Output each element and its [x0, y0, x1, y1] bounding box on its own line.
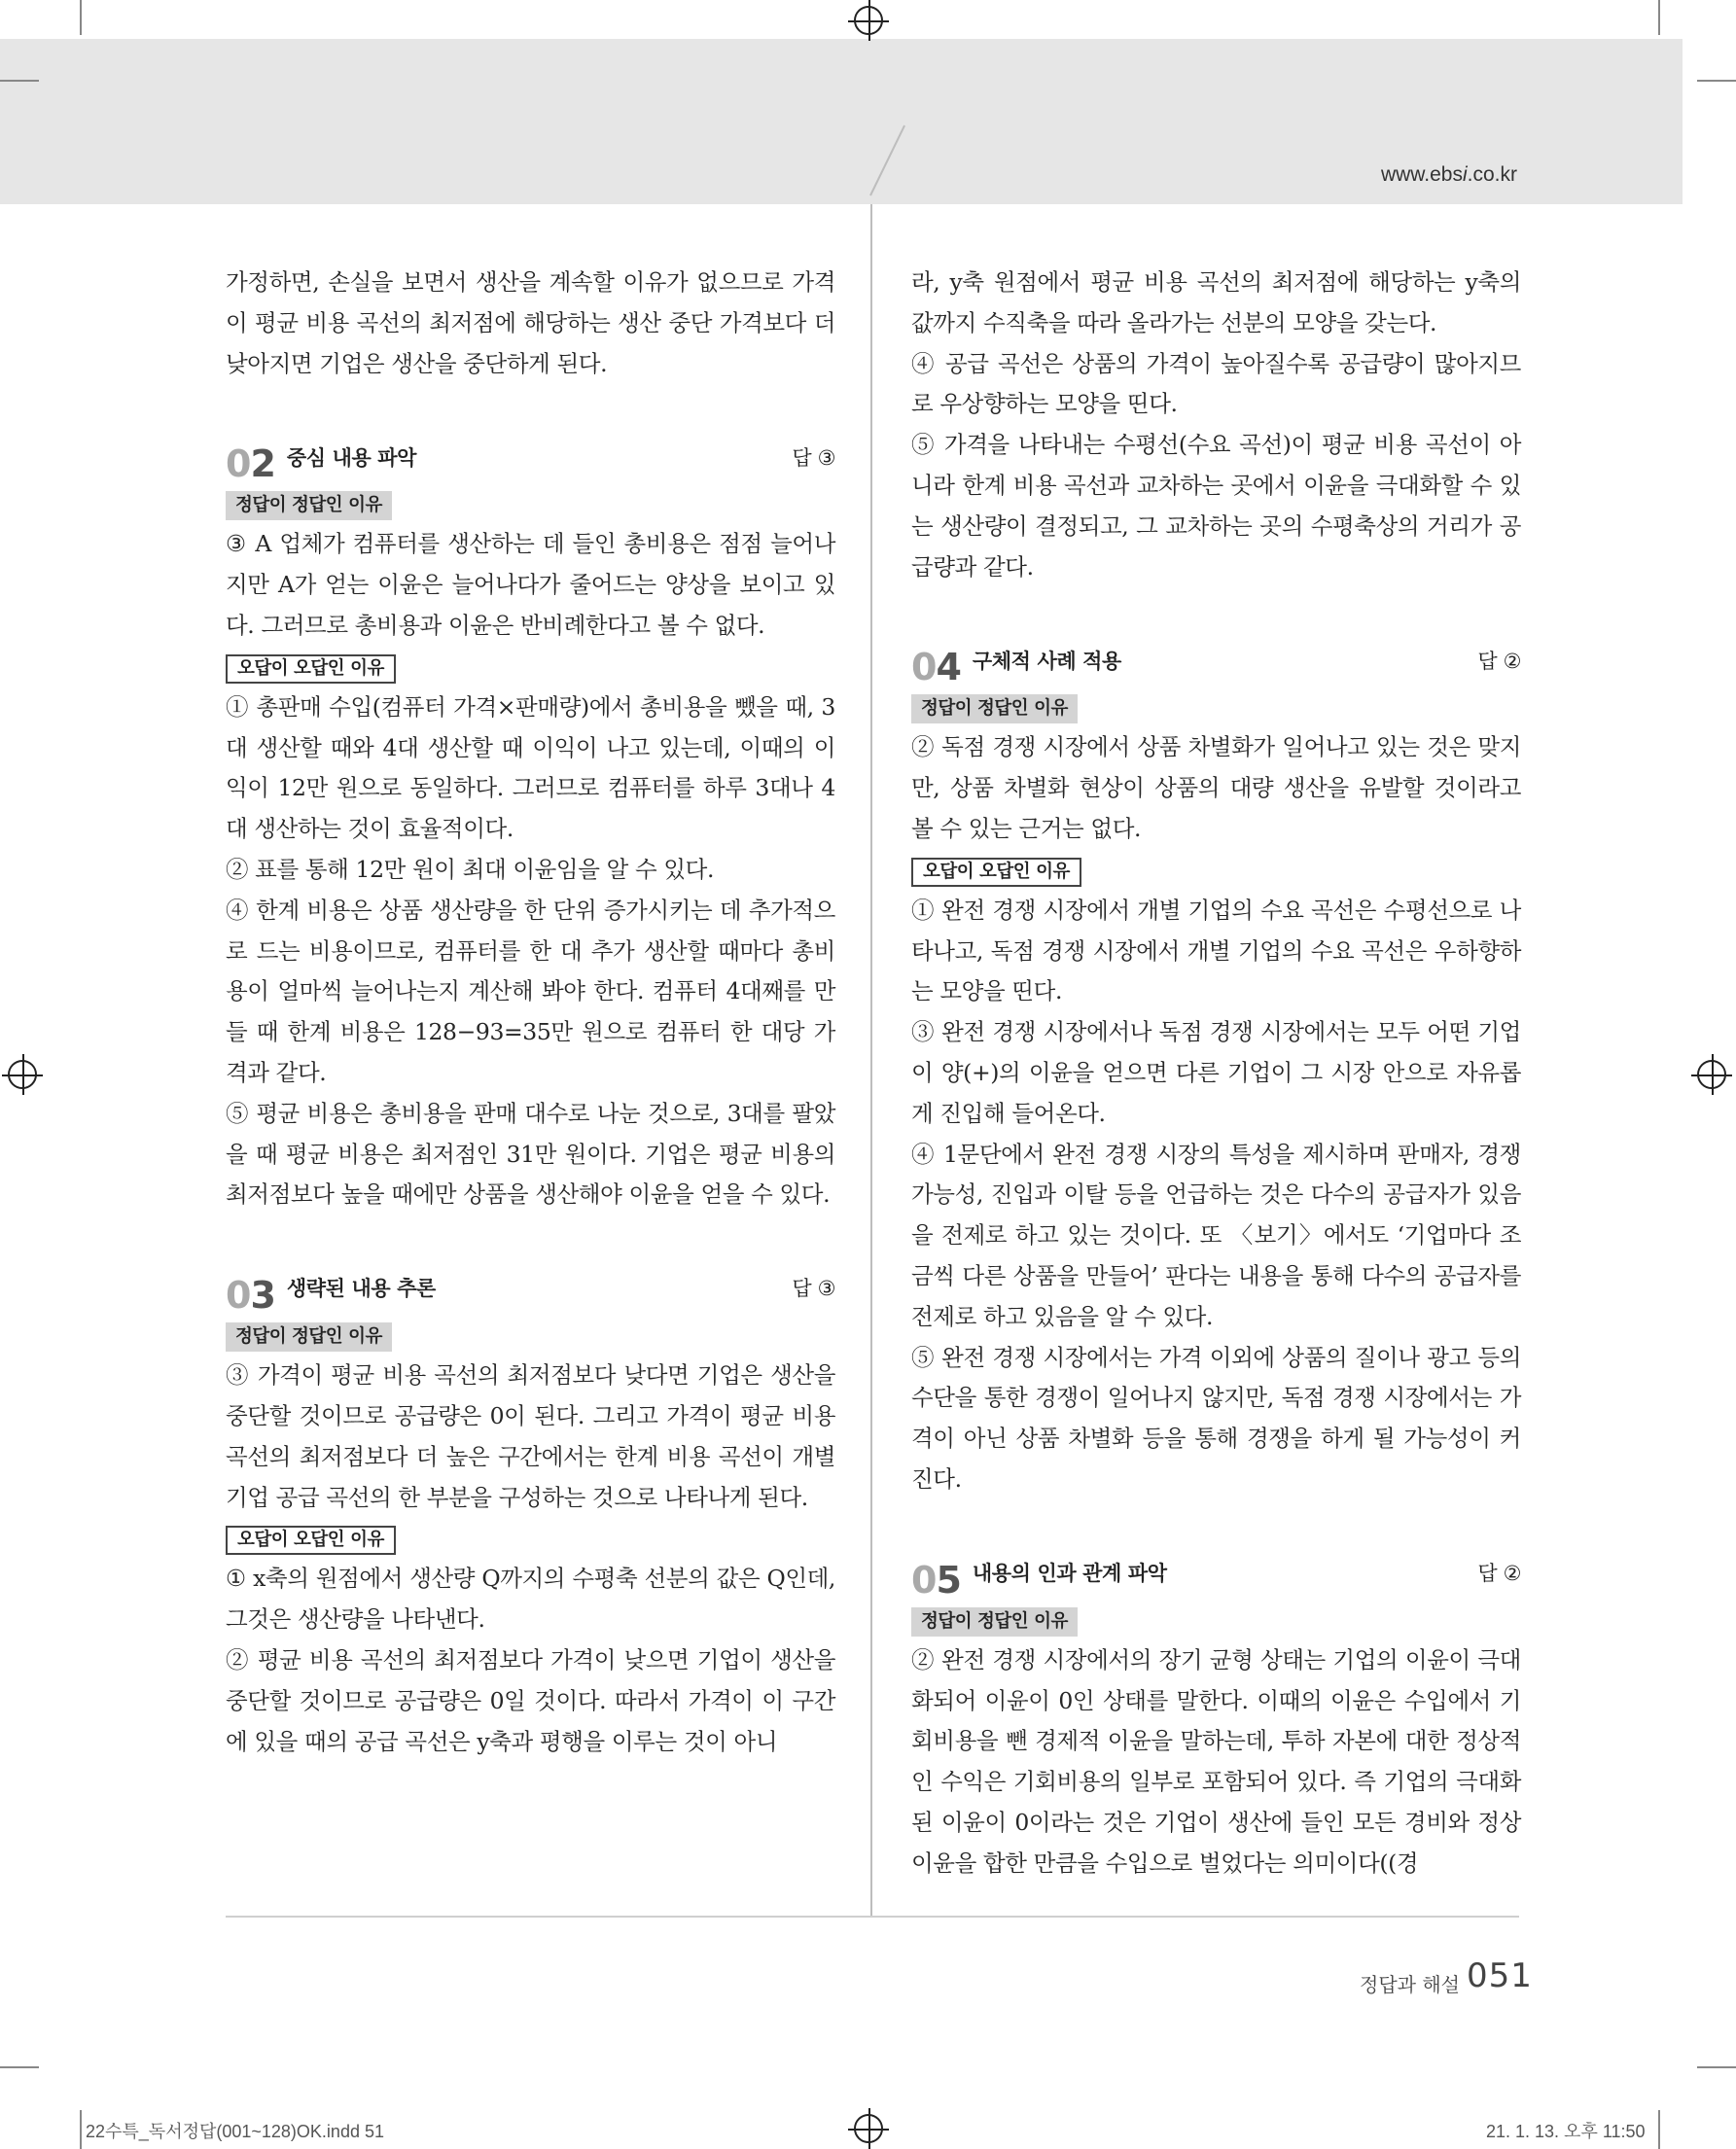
- print-slug-file: 22수특_독서정답(001~128)OK.indd 51: [86, 2122, 384, 2141]
- wrong-reason-item: ⑤ 완전 경쟁 시장에서는 가격 이외에 상품의 질이나 광고 등의 수단을 통한 경쟁이 일어나지 않지만, 독점 경쟁 시장에서는 가격이 아닌 상품 차별화 등을 통해 경쟁을 하게 될 가능성이 커진다.: [911, 1343, 1522, 1493]
- print-slug-date: 21. 1. 13. 오후 11:50: [1486, 2122, 1646, 2141]
- correct-reason-text: ③ A 업체가 컴퓨터를 생산하는 데 들인 총비용은 점점 늘어나지만 A가 얻는 이윤은 늘어나다가 줄어드는 양상을 보이고 있다. 그러므로 총비용과 이윤은 반비례한다고 볼 수 없다.: [226, 530, 835, 639]
- wrong-reason-item: ⑤ 평균 비용은 총비용을 판매 대수로 나눈 것으로, 3대를 팔았을 때 평균 비용은 최저점인 31만 원이다. 기업은 평균 비용의 최저점보다 높을 때에만 상품을 생산해야 이윤을 얻을 수 있다.: [226, 1099, 835, 1209]
- correct-reason-tag: 정답이 정답인 이유: [911, 1607, 1078, 1637]
- registration-mark-icon: [1697, 1060, 1726, 1089]
- crop-mark: [80, 0, 82, 35]
- bottom-rule: [226, 1916, 1519, 1918]
- section-number: 05: [911, 1558, 961, 1602]
- section-03-header: [226, 1266, 835, 1318]
- registration-mark-icon: [854, 6, 883, 35]
- section-title: 내용의 인과 관계 파악: [972, 1561, 1167, 1585]
- wrong-reason-item: ① 완전 경쟁 시장에서 개별 기업의 수요 곡선은 수평선으로 나타나고, 독점 경쟁 시장에서 개별 기업의 수요 곡선은 우하향하는 모양을 띤다.: [911, 896, 1521, 1005]
- correct-reason-tag: 정답이 정답인 이유: [911, 694, 1078, 723]
- page-number: 051: [1467, 1956, 1533, 1995]
- section-number: 04: [911, 646, 961, 689]
- right-intro: 라, y축 원점에서 평균 비용 곡선의 최저점에 해당하는 y축의 값까지 수직축을 따라 올라가는 선분의 모양을 갖는다.: [911, 268, 1521, 336]
- left-intro: 가정하면, 손실을 보면서 생산을 계속할 이유가 없으므로 가격이 평균 비용 곡선의 최저점에 해당하는 생산 중단 가격보다 더 낮아지면 기업은 생산을 중단하게 된다.: [226, 268, 835, 377]
- wrong-reason-item: ④ 1문단에서 완전 경쟁 시장의 특성을 제시하며 판매자, 경쟁 가능성, 진입과 이탈 등을 언급하는 것은 다수의 공급자가 있음을 전제로 하고 있는 것이다. 또 〈보기〉에서도 ‘기업마다 조금씩 다른 상품을 만들어’ 판다는 내용을 통해 다수의 공급자를 전제로 하고 있음을 알 수 있다.: [911, 1140, 1521, 1330]
- crop-mark: [1658, 2110, 1660, 2149]
- wrong-reason-item: ② 평균 비용 곡선의 최저점보다 가격이 낮으면 기업이 생산을 중단할 것이므로 공급량은 0일 것이다. 따라서 가격이 이 구간에 있을 때의 공급 곡선은 y축과 평행을 이루는 것이 아니: [226, 1645, 835, 1755]
- wrong-reason-item: ① x축의 원점에서 생산량 Q까지의 수평축 선분의 값은 Q인데, 그것은 생산량을 나타낸다.: [226, 1565, 835, 1634]
- answer-label: 답 ③: [792, 1277, 835, 1301]
- right-intro: ④ 공급 곡선은 상품의 가격이 높아질수록 공급량이 많아지므로 우상향하는 모양을 띤다.: [911, 349, 1521, 418]
- left-column: [226, 263, 835, 1762]
- answer-label: 답 ②: [1477, 649, 1521, 673]
- footer-label: 정답과 해설: [1360, 1973, 1460, 1996]
- wrong-reason-item: ① 총판매 수입(컴퓨터 가격×판매량)에서 총비용을 뺐을 때, 3대 생산할 때와 4대 생산할 때 이익이 나고 있는데, 이때의 이익이 12만 원으로 동일하다. 그러므로 컴퓨터를 하루 3대나 4대 생산하는 것이 효율적이다.: [226, 692, 835, 843]
- wrong-reason-tag: 오답이 오답인 이유: [226, 654, 396, 684]
- answer-label: 답 ③: [792, 445, 835, 470]
- wrong-reason-item: ③ 완전 경쟁 시장에서나 독점 경쟁 시장에서는 모두 어떤 기업이 양(+)의 이윤을 얻으면 다른 기업이 그 시장 안으로 자유롭게 진입해 들어온다.: [911, 1018, 1521, 1127]
- wrong-reason-item: ④ 한계 비용은 상품 생산량을 한 단위 증가시키는 데 추가적으로 드는 비용이므로, 컴퓨터를 한 대 추가 생산할 때마다 총비용이 얼마씩 늘어나는지 계산해 봐야 한다. 컴퓨터 4대째를 만들 때 한계 비용은 128−93=35만 원으로 컴퓨터 한 대당 가격과 같다.: [226, 896, 835, 1086]
- section-02-header: [226, 435, 835, 486]
- correct-reason-text: ③ 가격이 평균 비용 곡선의 최저점보다 낮다면 기업은 생산을 중단할 것이므로 공급량은 0이 된다. 그리고 가격이 평균 비용 곡선의 최저점보다 더 높은 구간에서는 한계 비용 곡선이 개별 기업 공급 곡선의 한 부분을 구성하는 것으로 나타나게 된다.: [226, 1361, 835, 1511]
- crop-mark: [1697, 80, 1736, 82]
- wrong-reason-tag: 오답이 오답인 이유: [226, 1526, 396, 1555]
- column-divider: [870, 204, 872, 1916]
- crop-mark: [1697, 2066, 1736, 2068]
- section-number: 03: [226, 1274, 275, 1318]
- crop-mark: [1658, 0, 1660, 35]
- correct-reason-text: ② 독점 경쟁 시장에서 상품 차별화가 일어나고 있는 것은 맞지만, 상품 차별화 현상이 상품의 대량 생산을 유발할 것이라고 볼 수 있는 근거는 없다.: [911, 733, 1522, 842]
- section-05-header: [911, 1551, 1521, 1600]
- site-url: www.ebsi.co.kr: [1380, 163, 1517, 186]
- crop-mark: [80, 2110, 82, 2149]
- right-column: [911, 263, 1521, 1885]
- correct-reason-text: ② 완전 경쟁 시장에서의 장기 균형 상태는 기업의 이윤이 극대화되어 이윤이 0인 상태를 말한다. 이때의 이윤은 수입에서 기회비용을 뺀 경제적 이윤을 말하는데, 투하 자본에 대한 정상적인 수익은 기회비용의 일부로 포함되어 있다. 즉 기업의 극대화된 이윤이 0이라는 것은 기업이 생산에 들인 모든 경비와 정상 이윤을 합한 만큼을 수입으로 벌었다는 의미이다((경: [911, 1645, 1521, 1877]
- wrong-reason-item: ② 표를 통해 12만 원이 최대 이윤임을 알 수 있다.: [226, 855, 715, 883]
- right-intro: ⑤ 가격을 나타내는 수평선(수요 곡선)이 평균 비용 곡선이 아니라 한계 비용 곡선과 교차하는 곳에서 이윤을 극대화할 수 있는 생산량이 결정되고, 그 교차하는 곳의 수평축상의 거리가 공급량과 같다.: [911, 431, 1521, 581]
- crop-mark: [0, 80, 39, 82]
- correct-reason-tag: 정답이 정답인 이유: [226, 1322, 392, 1352]
- section-title: 구체적 사례 적용: [972, 649, 1121, 673]
- answer-label: 답 ②: [1477, 1561, 1521, 1585]
- wrong-reason-tag: 오답이 오답인 이유: [911, 858, 1081, 887]
- registration-mark-icon: [8, 1060, 37, 1089]
- crop-mark: [0, 2066, 39, 2068]
- section-title: 중심 내용 파악: [286, 445, 417, 470]
- section-04-header: [911, 638, 1521, 687]
- section-title: 생략된 내용 추론: [286, 1277, 436, 1301]
- correct-reason-tag: 정답이 정답인 이유: [226, 491, 392, 520]
- section-number: 02: [226, 442, 275, 486]
- registration-mark-icon: [854, 2114, 883, 2143]
